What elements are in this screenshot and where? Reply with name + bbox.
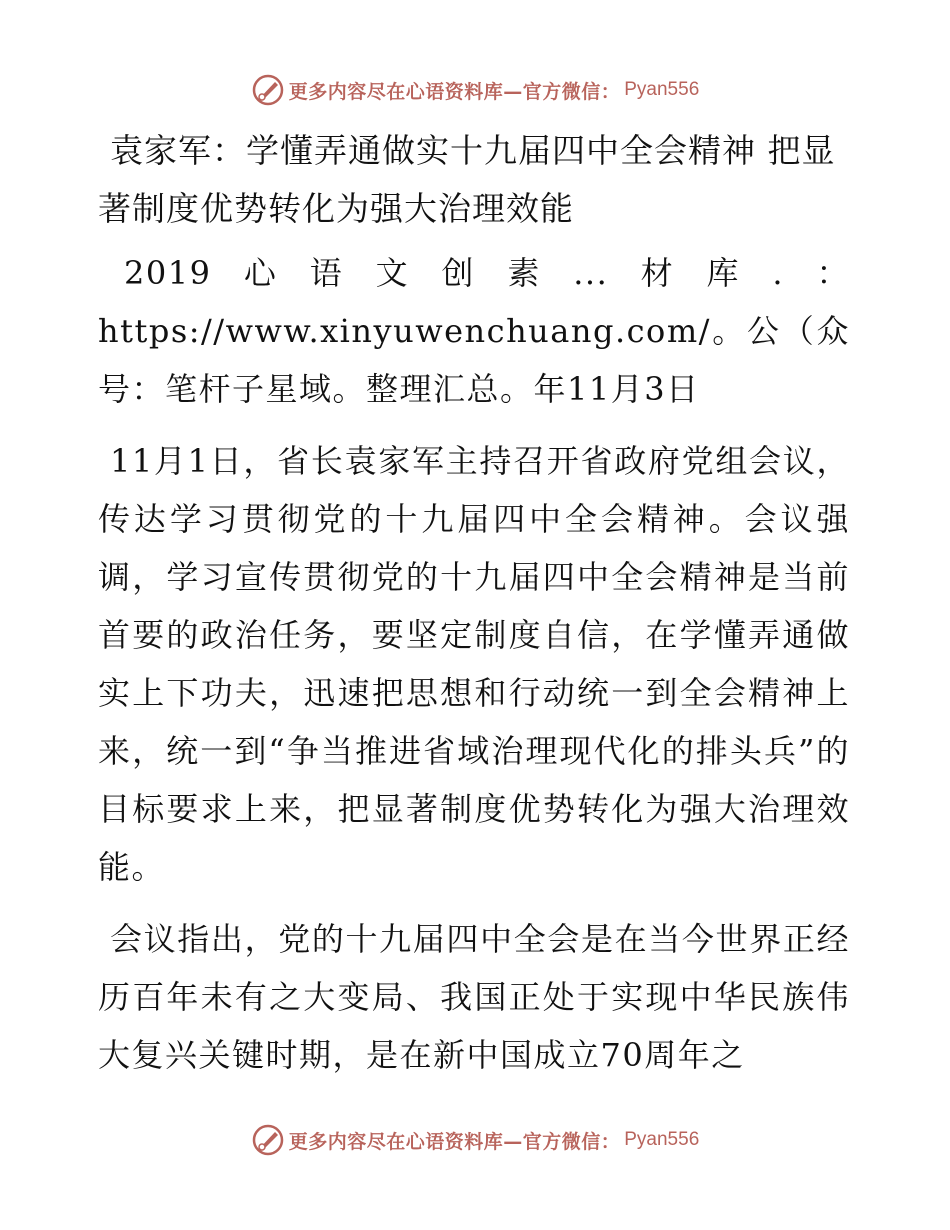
brush-circle-icon	[251, 1123, 285, 1157]
paragraph: 11月1日，省长袁家军主持召开省政府党组会议，传达学习贯彻党的十九届四中全会精神。会议强调，学习宣传贯彻党的十九届四中全会精神是当前首要的政治任务，要坚定制度自信，在学懂弄通做实上下功夫，迅速把思想和行动统一到全会精神上来，统一到“争当推进省域治理现代化的排头兵”的目标要求上来，把显著制度优势转化为强大治理效能。	[98, 442, 850, 886]
watermark-text: 更多内容尽在心语资料库—官方微信：	[288, 1130, 621, 1153]
article-title: 袁家军：学懂弄通做实十九届四中全会精神 把显著制度优势转化为强大治理效能	[98, 131, 836, 228]
brush-circle-icon	[251, 73, 285, 107]
watermark-text: 更多内容尽在心语资料库—官方微信：	[288, 80, 621, 103]
article-meta: 2019心语文创素...材库.：https://www.xinyuwenchuang.com/。公（众号：笔杆子星域。整理汇总。年11月3日	[98, 254, 850, 408]
header-watermark	[0, 70, 950, 110]
watermark-wechat-id: Pyan556	[624, 79, 700, 100]
watermark-wechat-id: Pyan556	[624, 1129, 700, 1150]
footer-watermark	[0, 1120, 950, 1160]
paragraph: 会议指出，党的十九届四中全会是在当今世界正经历百年未有之大变局、我国正处于实现中华民族伟大复兴关键时期，是在新中国成立70周年之	[98, 920, 850, 1074]
document-body	[98, 122, 850, 1098]
